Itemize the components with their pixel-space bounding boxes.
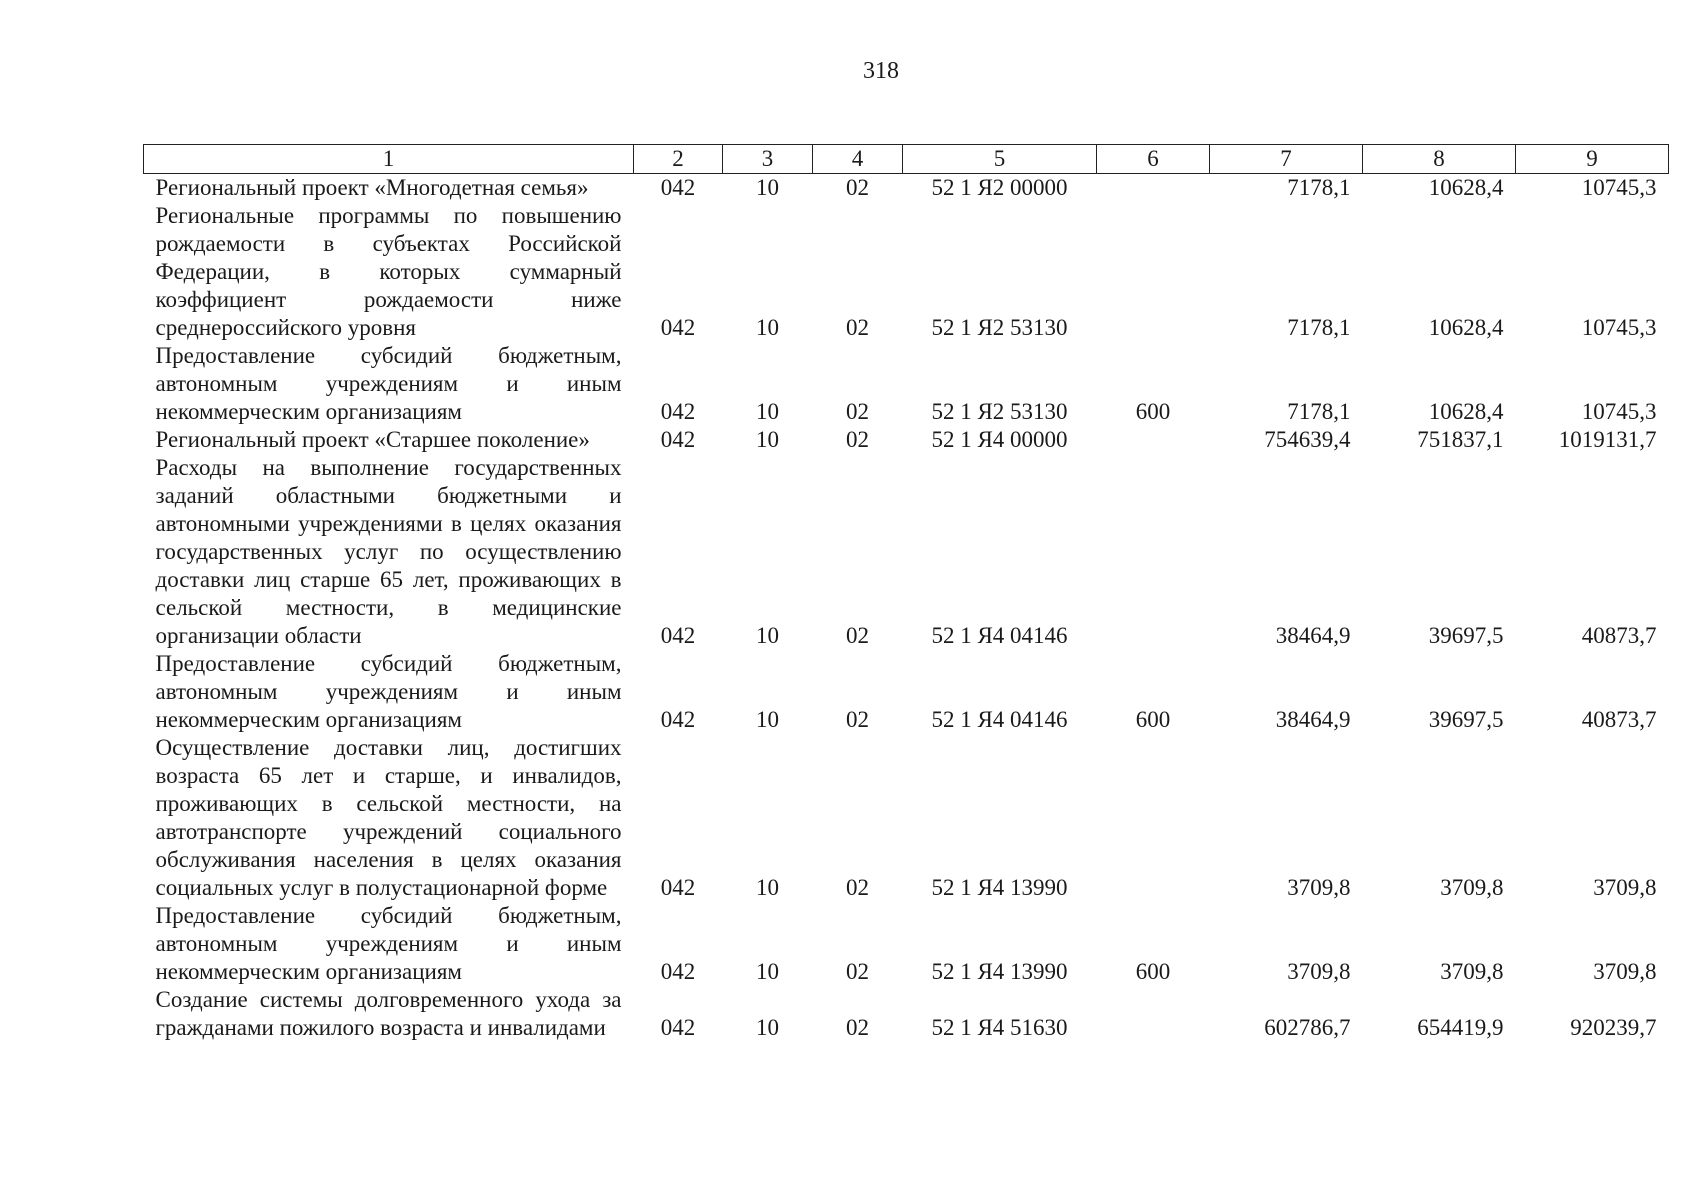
column-header: 5 [903,145,1097,174]
cell-amount-year3: 10745,3 [1581,399,1657,424]
cell-amount-year1: 754639,4 [1264,427,1351,452]
cell-amount-year2: 751837,1 [1417,427,1504,452]
cell-target-article: 52 1 Я4 00000 [931,427,1068,452]
budget-table [143,144,1669,1042]
cell-section: 10 [756,427,779,452]
cell-expense-type: 600 [1135,707,1171,732]
cell-amount-year1: 7178,1 [1287,399,1351,424]
cell-amount-year1: 3709,8 [1287,875,1351,900]
cell-amount-year3: 1019131,7 [1558,427,1657,452]
cell-expense-type [1097,426,1210,454]
row-name: Осуществление доставки лиц, достигших возраста 65 лет и старше, и инвалидов, проживающих в сельской местности, на автотранспорте учреждений социального обслуживания населения в целях оказания социальных услуг в полустационарной форме [155,735,622,900]
cell-amount-year1: 602786,7 [1264,1015,1351,1040]
cell-amount-year2: 10628,4 [1428,315,1504,340]
cell-admin-code: 042 [660,875,696,900]
cell-expense-type: 600 [1135,959,1171,984]
row-name: Региональный проект «Старшее поколение» [155,427,590,452]
column-header: 4 [813,145,903,174]
table-row [144,342,1669,426]
cell-admin-code: 042 [660,707,696,732]
cell-amount-year1: 3709,8 [1287,959,1351,984]
cell-admin-code: 042 [660,399,696,424]
cell-amount-year3: 3709,8 [1593,875,1657,900]
cell-section: 10 [756,623,779,648]
table-body [144,174,1669,1043]
cell-admin-code: 042 [660,175,696,200]
table-row [144,986,1669,1042]
cell-amount-year3: 40873,7 [1581,623,1657,648]
table-row [144,202,1669,342]
cell-subsection: 02 [846,427,869,452]
row-name: Предоставление субсидий бюджетным, автономным учреждениям и иным некоммерческим организациям [155,651,622,732]
cell-amount-year2: 10628,4 [1428,399,1504,424]
row-name: Региональные программы по повышению рождаемости в субъектах Российской Федерации, в которых суммарный коэффициент рождаемости ниже среднероссийского уровня [155,203,622,340]
column-header: 8 [1363,145,1516,174]
cell-target-article: 52 1 Я4 04146 [931,623,1068,648]
cell-section: 10 [756,399,779,424]
column-header: 9 [1516,145,1669,174]
cell-amount-year2: 3709,8 [1440,875,1504,900]
cell-amount-year3: 920239,7 [1570,1015,1657,1040]
cell-subsection: 02 [846,959,869,984]
cell-amount-year2: 3709,8 [1440,959,1504,984]
cell-amount-year1: 38464,9 [1275,623,1351,648]
cell-amount-year1: 7178,1 [1287,315,1351,340]
table-row [144,426,1669,454]
row-name: Региональный проект «Многодетная семья» [155,175,589,200]
cell-expense-type [1097,174,1210,203]
cell-target-article: 52 1 Я2 53130 [931,399,1068,424]
table-row [144,734,1669,902]
cell-target-article: 52 1 Я4 51630 [931,1015,1068,1040]
header-row [144,145,1669,174]
page-number: 318 [863,58,899,84]
row-name: Расходы на выполнение государственных заданий областными бюджетными и автономными учреждениями в целях оказания государственных услуг по осуществлению доставки лиц старше 65 лет, проживающих в сельской местности, в медицинские организации области [155,455,622,648]
cell-section: 10 [756,315,779,340]
cell-expense-type [1097,202,1210,342]
table-row [144,902,1669,986]
cell-section: 10 [756,707,779,732]
cell-subsection: 02 [846,875,869,900]
cell-target-article: 52 1 Я4 04146 [931,707,1068,732]
cell-expense-type [1097,986,1210,1042]
cell-admin-code: 042 [660,315,696,340]
cell-subsection: 02 [846,623,869,648]
cell-target-article: 52 1 Я4 13990 [931,875,1068,900]
column-header: 1 [144,145,634,174]
cell-amount-year3: 10745,3 [1581,315,1657,340]
column-header: 7 [1210,145,1363,174]
cell-admin-code: 042 [660,623,696,648]
table-row [144,174,1669,203]
column-header: 2 [634,145,723,174]
cell-amount-year3: 3709,8 [1593,959,1657,984]
cell-expense-type: 600 [1135,399,1171,424]
cell-admin-code: 042 [660,1015,696,1040]
cell-target-article: 52 1 Я2 00000 [931,175,1068,200]
table-row [144,454,1669,650]
cell-section: 10 [756,1015,779,1040]
cell-subsection: 02 [846,175,869,200]
cell-subsection: 02 [846,399,869,424]
cell-amount-year2: 10628,4 [1428,175,1504,200]
cell-target-article: 52 1 Я4 13990 [931,959,1068,984]
table-header [144,145,1669,174]
cell-expense-type [1097,454,1210,650]
row-name: Создание системы долговременного ухода за гражданами пожилого возраста и инвалидами [155,987,622,1040]
cell-section: 10 [756,875,779,900]
column-header: 6 [1097,145,1210,174]
cell-amount-year2: 39697,5 [1428,623,1504,648]
cell-amount-year3: 40873,7 [1581,707,1657,732]
cell-subsection: 02 [846,1015,869,1040]
cell-subsection: 02 [846,707,869,732]
cell-target-article: 52 1 Я2 53130 [931,315,1068,340]
cell-amount-year1: 7178,1 [1287,175,1351,200]
cell-expense-type [1097,734,1210,902]
column-header: 3 [723,145,813,174]
row-name: Предоставление субсидий бюджетным, автономным учреждениям и иным некоммерческим организациям [155,903,622,984]
cell-section: 10 [756,175,779,200]
cell-amount-year2: 654419,9 [1417,1015,1504,1040]
cell-section: 10 [756,959,779,984]
cell-subsection: 02 [846,315,869,340]
table-row [144,650,1669,734]
cell-amount-year3: 10745,3 [1581,175,1657,200]
cell-amount-year1: 38464,9 [1275,707,1351,732]
cell-admin-code: 042 [660,427,696,452]
cell-amount-year2: 39697,5 [1428,707,1504,732]
cell-admin-code: 042 [660,959,696,984]
row-name: Предоставление субсидий бюджетным, автономным учреждениям и иным некоммерческим организациям [155,343,622,424]
